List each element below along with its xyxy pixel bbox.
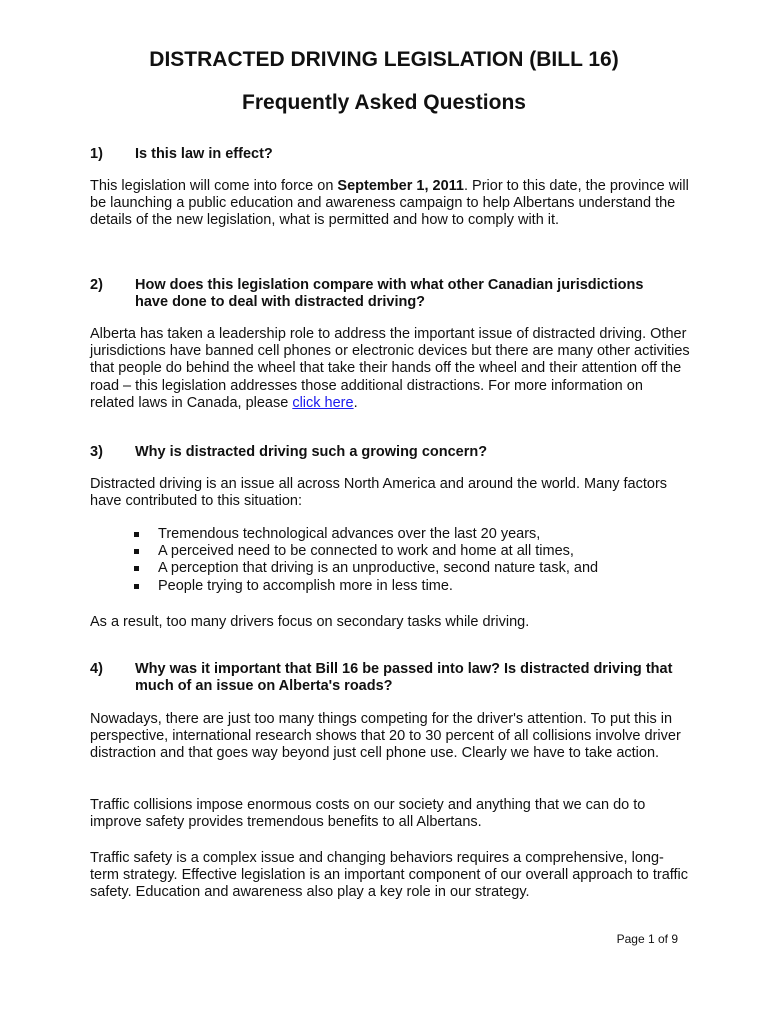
answer-3-intro: Distracted driving is an issue all across North America and around the world. Many factors have contributed to this situation: [90,476,668,510]
answer-text: Alberta has taken a leadership role to address the important issue of distracted driving. Other jurisdictions have banned cell phones or electronic devices but there are many other activities that people do behind the wheel that take their hands off the wheel and their attention off the road – this legislation addresses those additional distractions. For more information on related laws in Canada, please [90,326,690,411]
question-number: 3) [90,444,103,460]
list-item-text: Tremendous technological advances over the last 20 years, [158,526,541,542]
answer-2 [90,326,690,412]
question-number: 4) [90,661,103,677]
bullet-square-icon [134,584,139,589]
question-2 [90,277,680,311]
answer-4-paragraph-1: Nowadays, there are just too many things competing for the driver's attention. To put this in perspective, international research shows that 20 to 30 percent of all collisions involve driver distraction and that goes way beyond just cell phone use. Clearly we have to take action. [90,711,681,762]
effective-date: September 1, 2011 [337,178,464,194]
answer-text: . [353,394,358,411]
list-item-text: People trying to accomplish more in less time. [158,577,453,594]
answer-3-conclusion: As a result, too many drivers focus on secondary tasks while driving. [90,614,530,630]
list-item [90,526,690,543]
list-item [90,578,690,595]
question-number: 1) [90,146,103,162]
bullet-square-icon [134,532,139,537]
answer-4-paragraph-3: Traffic safety is a complex issue and changing behaviors requires a comprehensive, long-term strategy. Effective legislation is an important component of our overall approach to traffic safety. Education and awareness also play a key role in our strategy. [90,850,689,901]
bullet-square-icon [134,549,139,554]
question-text: How does this legislation compare with what other Canadian jurisdictions have done to deal with distracted driving? [135,277,644,310]
list-item-text: A perception that driving is an unproductive, second nature task, and [158,560,599,577]
question-4 [90,661,680,695]
list-item [90,543,690,560]
question-number: 2) [90,277,103,293]
click-here-link[interactable]: click here [292,394,354,411]
answer-text: This legislation will come into force on [90,178,338,194]
bullet-square-icon [134,566,139,571]
answer-1 [90,178,690,230]
answer-4-paragraph-2: Traffic collisions impose enormous costs on our society and anything that we can do to improve safety provides tremendous benefits to all Albertans. [90,797,646,831]
factors-list [90,526,690,595]
question-text: Why is distracted driving such a growing concern? [135,444,488,460]
document-title: DISTRACTED DRIVING LEGISLATION (BILL 16) [149,48,619,71]
document-subtitle: Frequently Asked Questions [242,91,526,114]
page-number: Page 1 of 9 [616,932,678,946]
answer-text: . Prior to this date, the province will be launching a public education and awareness campaign to help Albertans understand the details of the new legislation, what is permitted and how to comply with it. [90,178,689,229]
list-item [90,560,690,577]
question-text: Is this law in effect? [135,146,273,162]
question-text: Why was it important that Bill 16 be passed into law? Is distracted driving that much of an issue on Alberta's roads? [135,661,673,694]
list-item-text: A perceived need to be connected to work and home at all times, [158,543,574,560]
